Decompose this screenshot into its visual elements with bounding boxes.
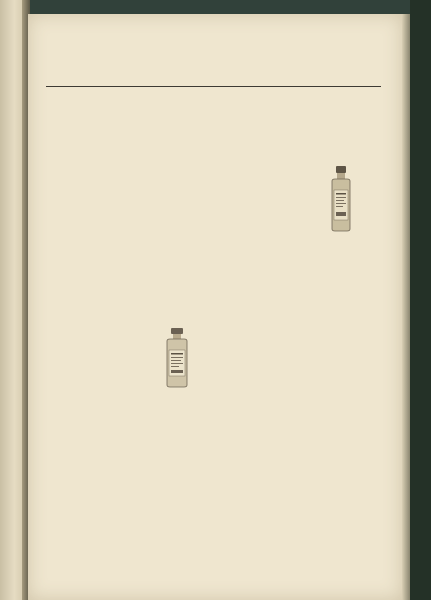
right-page-edge xyxy=(402,14,410,600)
book-cover xyxy=(410,0,431,600)
pill-bottle-image xyxy=(162,328,192,388)
granule-bottle-image xyxy=(328,166,354,232)
page-header xyxy=(46,64,381,87)
book-page xyxy=(28,14,402,600)
